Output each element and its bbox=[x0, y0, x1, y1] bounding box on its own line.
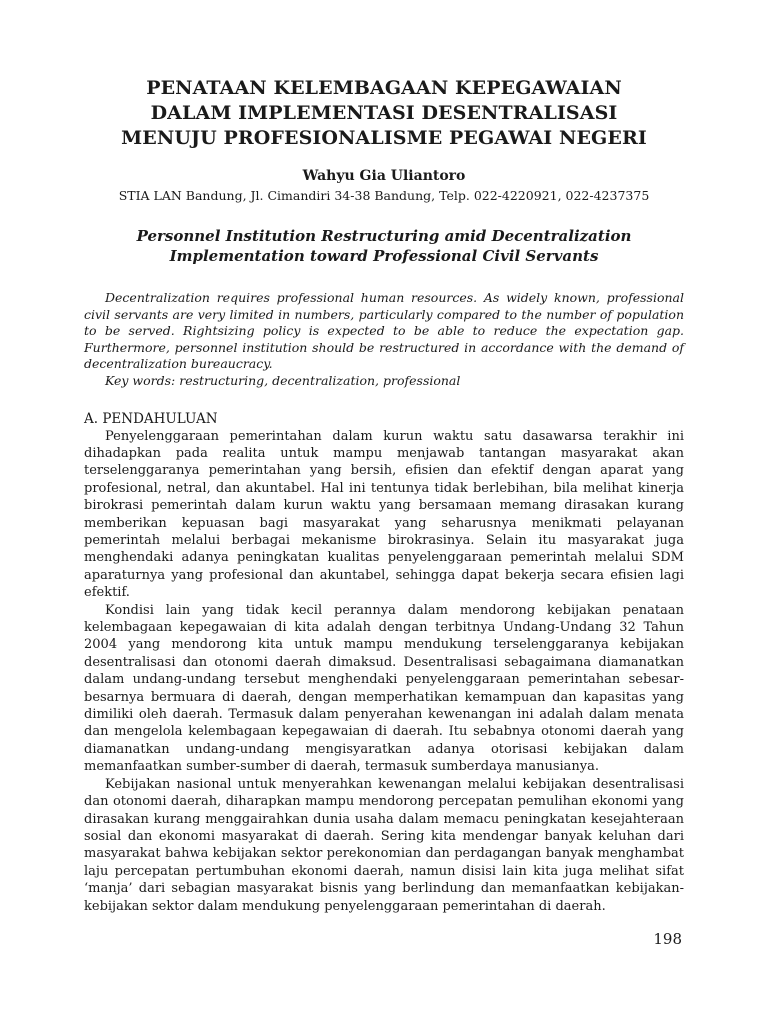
english-title-line-1: Personnel Institution Restructuring amid Decentralization bbox=[136, 227, 632, 245]
paragraph-1: Penyelenggaraan pemerintahan dalam kurun waktu satu dasawarsa terakhir ini dihadapkan pada realita untuk mampu menjawab tantangan masyarakat akan terselenggaranya pemerintahan yang bersih, efisien dan efektif dengan aparat yang profesional, netral, dan akuntabel. Hal ini tentunya tidak berlebihan, bila melihat kinerja birokrasi pemerintah dalam kurun waktu yang bersamaan memang dirasakan kurang memberikan kepuasan bagi masyarakat yang seharusnya menikmati pelayanan pemerintah melalui berbagai mekanisme birokrasinya. Selain itu masyarakat juga menghendaki adanya peningkatan kualitas penyelenggaraan pemerintah melalui SDM aparaturnya yang profesional dan akuntabel, sehingga dapat bekerja secara efisien lagi efektif. bbox=[84, 428, 684, 601]
page-number: 198 bbox=[653, 930, 682, 948]
keywords: Key words: restructuring, decentralization, professional bbox=[105, 372, 461, 388]
paragraph-2: Kondisi lain yang tidak kecil perannya dalam mendorong kebijakan penataan kelembagaan kepegawaian di kita adalah dengan terbitnya Undang-Undang 32 Tahun 2004 yang mendorong kita untuk mampu mendukung terselenggaranya kebijakan desentralisasi dan otonomi daerah dimaksud. Desentralisasi sebagaimana diamanatkan dalam undang-undang tersebut menghendaki penyelenggaraan pemerintahan sebesar-besarnya bermuara di daerah, dengan memperhatikan kemampuan dan kapasitas yang dimiliki oleh daerah. Termasuk dalam penyerahan kewenangan ini adalah dalam menata dan mengelola kelembagaan kepegawaian di daerah. Itu sebabnya otonomi daerah yang diamanatkan undang-undang mengisyaratkan adanya otorisasi kebijakan dalam memanfaatkan sumber-sumber di daerah, termasuk sumberdaya manusianya. bbox=[84, 602, 684, 775]
paper-title bbox=[84, 0, 684, 151]
title-line-3: MENUJU PROFESIONALISME PEGAWAI NEGERI bbox=[121, 127, 647, 149]
english-title-line-2: Implementation toward Professional Civil Servants bbox=[169, 247, 599, 265]
abstract bbox=[84, 290, 684, 390]
title-line-2: DALAM IMPLEMENTASI DESENTRALISASI bbox=[150, 102, 618, 124]
author-affiliation: STIA LAN Bandung, Jl. Cimandiri 34-38 Bandung, Telp. 022-4220921, 022-4237375 bbox=[118, 188, 650, 203]
author-name: Wahyu Gia Uliantoro bbox=[302, 168, 466, 184]
paragraph-3: Kebijakan nasional untuk menyerahkan kewenangan melalui kebijakan desentralisasi dan otonomi daerah, diharapkan mampu mendorong percepatan pemulihan ekonomi yang dirasakan kurang menggairahkan dunia usaha dalam memacu peningkatan kesejahteraan sosial dan ekonomi masyarakat di daerah. Sering kita mendengar banyak keluhan dari masyarakat bahwa kebijakan sektor perekonomian dan perdagangan banyak menghambat laju percepatan pertumbuhan ekonomi daerah, namun disisi lain kita juga melihat sifat ‘manja’ dari sebagian masyarakat bisnis yang berlindung dan memanfaatkan kebijakan-kebijakan sektor dalam mendukung penyelenggaraan pemerintahan di daerah. bbox=[84, 776, 684, 914]
body-text bbox=[84, 428, 684, 915]
english-title bbox=[84, 226, 684, 266]
title-line-1: PENATAAN KELEMBAGAAN KEPEGAWAIAN bbox=[146, 77, 622, 99]
abstract-text: Decentralization requires professional human resources. As widely known, professional civil servants are very limited in numbers, particularly compared to the number of population to be served. Rightsizing policy is expected to be able to reduce the expectation gap. Furthermore, personnel institution should be restructured in accordance with the demand of decentralization bureaucracy. bbox=[84, 290, 684, 372]
section-heading: A. PENDAHULUAN bbox=[84, 410, 218, 427]
